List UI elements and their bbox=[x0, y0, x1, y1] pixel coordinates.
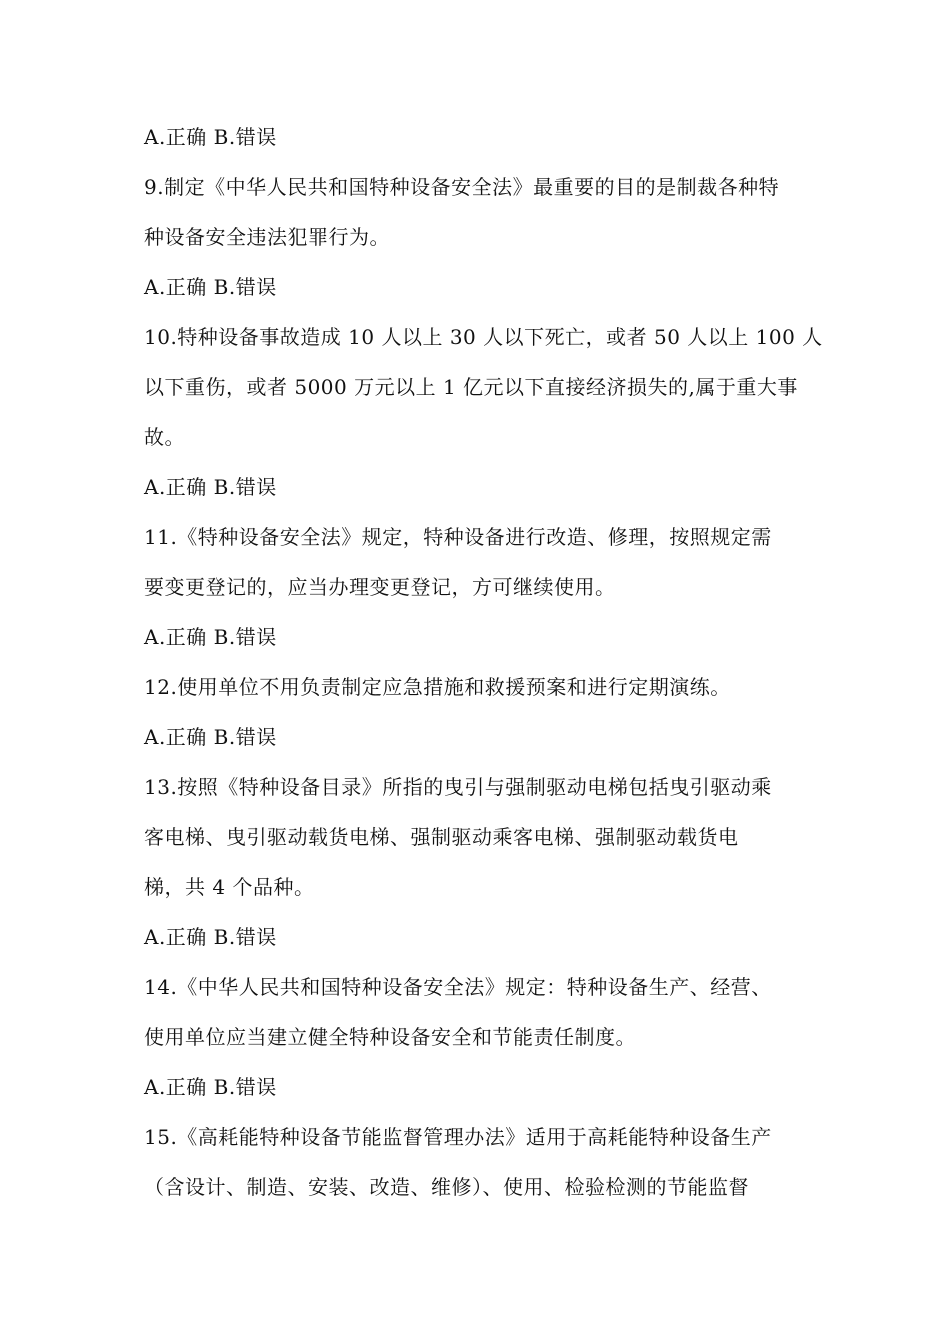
question-13-line-1: 13.按照《特种设备目录》所指的曳引与强制驱动电梯包括曳引驱动乘 bbox=[144, 775, 772, 799]
question-10-line-3: 故。 bbox=[144, 425, 185, 449]
question-10-line-2: 以下重伤，或者 5000 万元以上 1 亿元以下直接经济损失的,属于重大事 bbox=[144, 375, 798, 399]
answer-options-14: A.正确 B.错误 bbox=[144, 1075, 277, 1099]
question-15-line-2: （含设计、制造、安装、改造、维修）、使用、检验检测的节能监督 bbox=[144, 1175, 749, 1199]
question-13-line-3: 梯，共 4 个品种。 bbox=[144, 875, 315, 899]
answer-options-8: A.正确 B.错误 bbox=[144, 125, 277, 149]
question-9-line-1: 9.制定《中华人民共和国特种设备安全法》最重要的目的是制裁各种特 bbox=[144, 175, 780, 199]
question-12-line-1: 12.使用单位不用负责制定应急措施和救援预案和进行定期演练。 bbox=[144, 675, 731, 699]
answer-options-9: A.正确 B.错误 bbox=[144, 275, 277, 299]
question-10-line-1: 10.特种设备事故造成 10 人以上 30 人以下死亡，或者 50 人以上 100 人 bbox=[144, 325, 823, 349]
answer-options-11: A.正确 B.错误 bbox=[144, 625, 277, 649]
question-9-line-2: 种设备安全违法犯罪行为。 bbox=[144, 225, 390, 249]
answer-options-12: A.正确 B.错误 bbox=[144, 725, 277, 749]
question-11-line-2: 要变更登记的，应当办理变更登记，方可继续使用。 bbox=[144, 575, 616, 599]
question-15-line-1: 15.《高耗能特种设备节能监督管理办法》适用于高耗能特种设备生产 bbox=[144, 1125, 772, 1149]
question-13-line-2: 客电梯、曳引驱动载货电梯、强制驱动乘客电梯、强制驱动载货电 bbox=[144, 825, 739, 849]
answer-options-10: A.正确 B.错误 bbox=[144, 475, 277, 499]
question-14-line-2: 使用单位应当建立健全特种设备安全和节能责任制度。 bbox=[144, 1025, 636, 1049]
question-14-line-1: 14.《中华人民共和国特种设备安全法》规定：特种设备生产、经营、 bbox=[144, 975, 772, 999]
answer-options-13: A.正确 B.错误 bbox=[144, 925, 277, 949]
question-11-line-1: 11.《特种设备安全法》规定，特种设备进行改造、修理，按照规定需 bbox=[144, 525, 772, 549]
